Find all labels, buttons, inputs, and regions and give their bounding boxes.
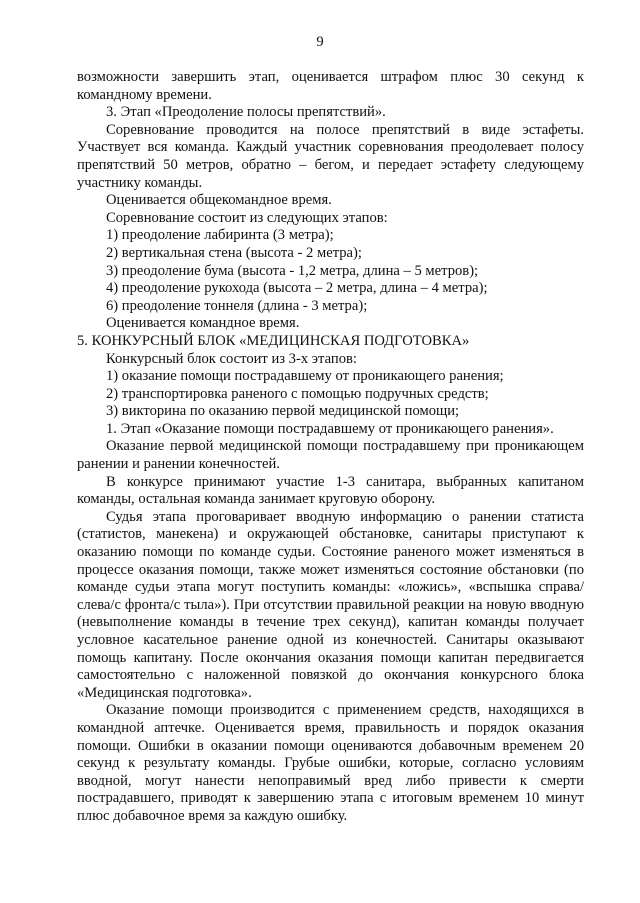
- paragraph: 3. Этап «Преодоление полосы препятствий».: [106, 104, 386, 121]
- list-item: 4) преодоление рукохода (высота – 2 метра, длина – 4 метра);: [106, 280, 488, 297]
- list-item: 2) вертикальная стена (высота - 2 метра);: [106, 244, 362, 261]
- list-item: 2) транспортировка раненого с помощью подручных средств;: [106, 385, 489, 402]
- paragraph: В конкурсе принимают участие 1-3 санитара, выбранных капитаном команды, остальная команда занимает круговую оборону.: [77, 473, 584, 508]
- paragraph: возможности завершить этап, оценивается штрафом плюс 30 секунд к командному времени.: [77, 69, 584, 103]
- list-item: 3) преодоление бума (высота - 1,2 метра, длина – 5 метров);: [106, 262, 479, 279]
- paragraph: Конкурсный блок состоит из 3-х этапов:: [106, 350, 357, 367]
- paragraph: Оценивается общекомандное время.: [106, 192, 332, 209]
- list-item: 6) преодоление тоннеля (длина - 3 метра);: [106, 297, 368, 314]
- page-number: 9: [316, 34, 324, 50]
- document-body: [77, 69, 584, 826]
- list-item: 1) оказание помощи пострадавшему от проникающего ранения;: [106, 368, 504, 385]
- paragraph: Оказание первой медицинской помощи пострадавшему при проникающем ранении и ранении конечностей.: [77, 438, 584, 473]
- paragraph: Соревнование проводится на полосе препятствий в виде эстафеты. Участвует вся команда. Каждый участник соревнования преодолевает полосу препятствий 50 метров, обратно – бегом, и передает эстафету следующему участнику команды.: [77, 121, 584, 191]
- paragraph: Судья этапа проговаривает вводную информацию о ранении статиста (статистов, манекена) и окружающей обстановке, санитары приступают к оказанию помощи по команде судьи. Состояние раненого может изменяться в процессе оказания помощи, также может изменяться состояние обстановки (по команде судьи этапа могут поступить команды: «ложись», «вспышка справа/слева/с фронта/с тыла»). При отсутствии правильной реакции на новую вводную (невыполнение команды в течение трех секунд), капитан команды получает условное касательное ранение одной из конечностей. Санитары оказывают помощь капитану. После окончания оказания помощи капитан передвигается самостоятельно с наложенной повязкой до окончания конкурсного блока «Медицинская подготовка».: [77, 508, 584, 701]
- paragraph: Оценивается командное время.: [106, 315, 300, 332]
- list-item: 1. Этап «Оказание помощи пострадавшему от проникающего ранения».: [106, 420, 554, 437]
- paragraph: Оказание помощи производится с применением средств, находящихся в командной аптечке. Оценивается время, правильность и порядок оказания помощи. Ошибки в оказании помощи оцениваются добавочным временем 20 секунд к результату команды. Грубые ошибки, которые, согласно условиям вводной, могут нанести непоправимый вред либо привести к смерти пострадавшего, приводят к завершению этапа с итоговым временем 10 минут плюс добавочное время за каждую ошибку.: [77, 702, 584, 824]
- section-heading: 5. КОНКУРСНЫЙ БЛОК «МЕДИЦИНСКАЯ ПОДГОТОВКА»: [77, 332, 470, 349]
- list-item: 3) викторина по оказанию первой медицинской помощи;: [106, 403, 460, 420]
- paragraph: Соревнование состоит из следующих этапов:: [106, 209, 388, 226]
- list-item: 1) преодоление лабиринта (3 метра);: [106, 227, 334, 244]
